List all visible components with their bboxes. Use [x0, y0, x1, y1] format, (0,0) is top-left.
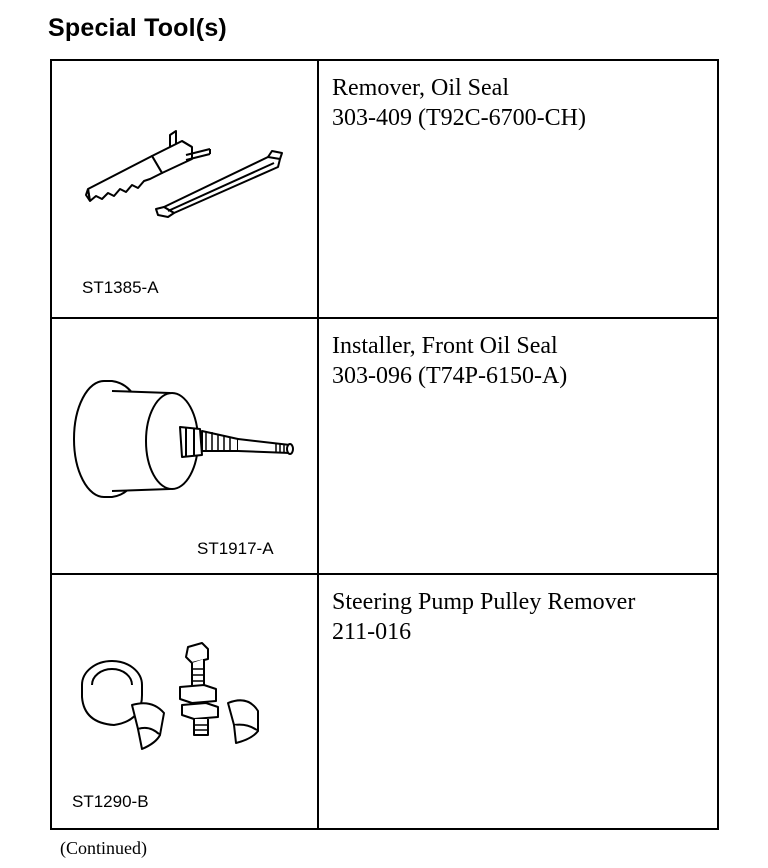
continued-note: (Continued): [60, 838, 147, 858]
tool-name: Installer, Front Oil Seal: [332, 333, 558, 359]
section-title: Special Tool(s): [48, 14, 227, 42]
tool-description-cell: [319, 61, 717, 319]
tool-number: 211-016: [332, 619, 412, 645]
tool-number: 303-096 (T74P-6150-A): [332, 363, 568, 389]
table-row: [52, 61, 717, 319]
tool-description-cell: [319, 319, 717, 574]
tool-image-code: ST1917-A: [197, 539, 274, 558]
tool-name: Remover, Oil Seal: [332, 75, 509, 101]
tool-number: 303-409 (T92C-6700-CH): [332, 105, 586, 131]
tool-name: Steering Pump Pulley Remover: [332, 589, 636, 615]
table-row: [52, 573, 717, 828]
tool-description-cell: [319, 575, 717, 828]
special-tools-table: [50, 59, 719, 830]
tool-illustration-cell: [52, 61, 319, 319]
front-oil-seal-installer-illustration: [52, 319, 317, 575]
tool-image-code: ST1385-A: [82, 278, 159, 297]
tool-illustration-cell: [52, 319, 319, 574]
tool-image-code: ST1290-B: [72, 792, 149, 811]
table-row: [52, 317, 717, 574]
tool-illustration-cell: [52, 575, 319, 828]
